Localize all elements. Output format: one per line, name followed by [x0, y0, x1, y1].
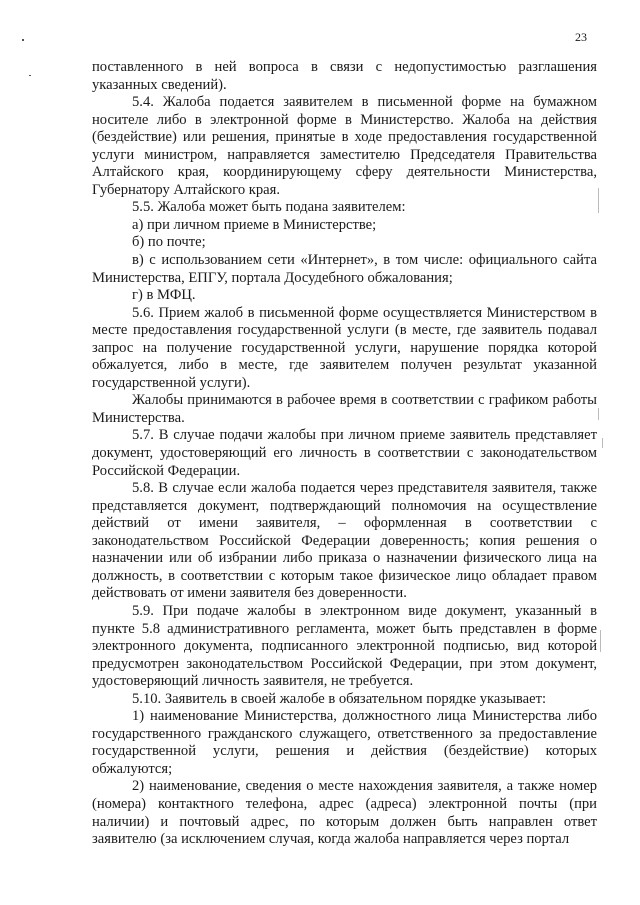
list-item: г) в МФЦ. [132, 287, 196, 304]
paragraph: 5.6. Прием жалоб в письменной форме осуществляется Министерством в месте предоставления государственной услуги (в месте, где заявитель подавал запрос на получение государственной услуги, нарушение порядка которой обжалуется, либо в месте, где заявителем получен результат указанной государственной услуги). [92, 304, 597, 391]
paragraph: поставленного в ней вопроса в связи с недопустимостью разглашения указанных сведений). [92, 59, 597, 93]
scan-mark [598, 408, 599, 420]
paragraph: 5.10. Заявитель в своей жалобе в обязательном порядке указывает: [132, 690, 546, 707]
list-item: 2) наименование, сведения о месте нахождения заявителя, а также номер (номера) контактного телефона, адрес (адреса) электронной почты (при наличии) и почтовый адрес, по которым должен быть направлен ответ заявителю (за исключением случая, когда жалоба направляется через портал [92, 778, 597, 848]
scan-mark [602, 438, 603, 448]
paragraph: 5.8. В случае если жалоба подается через представителя заявителя, также представляется документ, подтверждающий полномочия на осуществление действий от имени заявителя, – оформленная в соответствии с законодательством Российской Федерации доверенность; копия решения о назначении или об избрании либо приказа о назначении физического лица на должность, в соответствии с которым такое физическое лицо обладает правом действовать от имени заявителя без доверенности. [92, 480, 597, 602]
paragraph: Жалобы принимаются в рабочее время в соответствии с графиком работы Министерства. [92, 392, 597, 426]
paragraph: 5.4. Жалоба подается заявителем в письменной форме на бумажном носителе либо в электронной форме в Министерство. Жалоба на действия (бездействие) или решения, принятые в ходе предоставления государственной услуги министром, направляется заместителю Председателя Правительства Алтайского края, координирующему сферу деятельности Министерства, Губернатору Алтайского края. [92, 94, 597, 198]
list-item: б) по почте; [132, 234, 206, 251]
list-item: 1) наименование Министерства, должностного лица Министерства либо государственного гражданского служащего, ответственного за предоставление государственной услуги, решения и действия (бездействие) которых обжалуются; [92, 708, 597, 777]
page-number: 23 [575, 30, 587, 44]
paragraph: 5.5. Жалоба может быть подана заявителем: [132, 199, 406, 216]
scan-mark [598, 188, 599, 213]
scan-speck [29, 75, 31, 76]
scan-speck [22, 39, 24, 41]
scan-mark [600, 630, 601, 652]
document-body [92, 59, 597, 849]
paragraph: 5.7. В случае подачи жалобы при личном приеме заявитель представляет документ, удостоверяющий его личность в соответствии с законодательством Российской Федерации. [92, 427, 597, 479]
list-item: а) при личном приеме в Министерстве; [132, 216, 377, 233]
paragraph: 5.9. При подаче жалобы в электронном виде документ, указанный в пункте 5.8 административного регламента, может быть представлен в форме электронного документа, подписанного электронной подписью, вид которой предусмотрен законодательством Российской Федерации, при этом документ, удостоверяющий личность заявителя, не требуется. [92, 602, 597, 690]
list-item: в) с использованием сети «Интернет», в том числе: официального сайта Министерства, ЕПГУ, портала Досудебного обжалования; [92, 252, 597, 286]
